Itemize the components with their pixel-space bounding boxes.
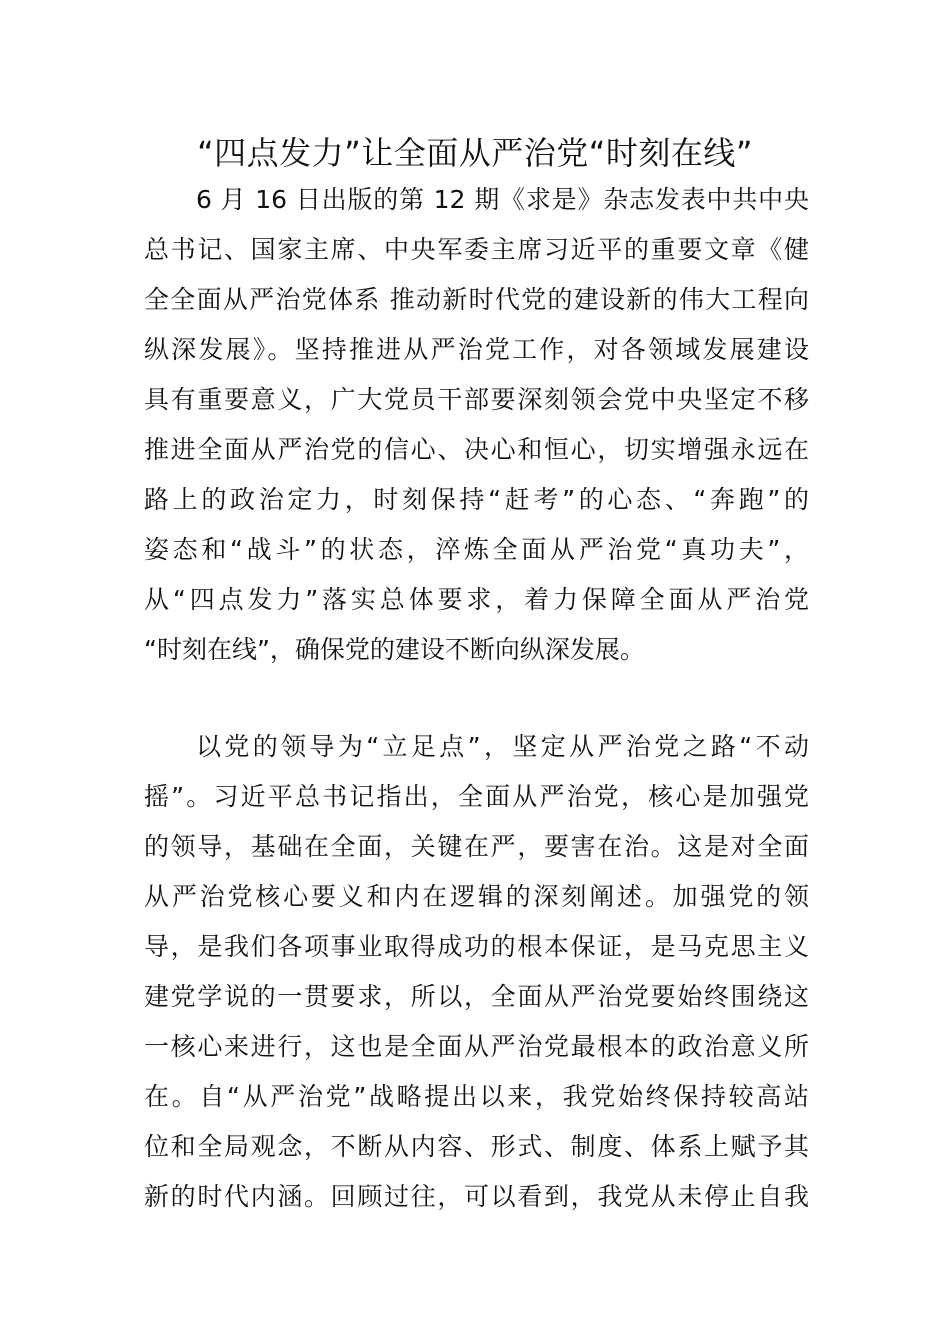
paragraph-line: 6 月 16 日出版的第 12 期《求是》杂志发表中共中央	[196, 185, 809, 214]
paragraph-line: 全全面从严治党体系 推动新时代党的建设新的伟大工程向	[144, 285, 809, 314]
document-title: “四点发力”让全面从严治党“时刻在线”	[197, 134, 753, 172]
paragraph-line: 建党学说的一贯要求，所以，全面从严治党要始终围绕这	[144, 982, 809, 1011]
paragraph-line: 的领导，基础在全面，关键在严，要害在治。这是对全面	[144, 832, 809, 861]
paragraph-line: 总书记、国家主席、中央军委主席习近平的重要文章《健	[144, 235, 809, 264]
paragraph-line: 具有重要意义，广大党员干部要深刻领会党中央坚定不移	[144, 385, 809, 414]
paragraph-line: 推进全面从严治党的信心、决心和恒心，切实增强永远在	[144, 435, 809, 464]
paragraph-line: 导，是我们各项事业取得成功的根本保证，是马克思主义	[144, 932, 809, 961]
paragraph-line: 位和全局观念，不断从内容、形式、制度、体系上赋予其	[144, 1132, 809, 1161]
paragraph-intro	[144, 175, 809, 675]
paragraph-line: 纵深发展》。坚持推进从严治党工作，对各领域发展建设	[144, 335, 809, 364]
paragraph-line: 摇”。习近平总书记指出，全面从严治党，核心是加强党	[144, 782, 809, 811]
paragraph-line: 从严治党核心要义和内在逻辑的深刻阐述。加强党的领	[144, 882, 809, 911]
paragraph-line: 新的时代内涵。回顾过往，可以看到，我党从未停止自我	[144, 1182, 809, 1211]
paragraph-line: 姿态和“战斗”的状态，淬炼全面从严治党“真功夫”，	[144, 535, 809, 564]
paragraph-line: 从“四点发力”落实总体要求，着力保障全面从严治党	[144, 585, 809, 614]
paragraph-party-leadership	[144, 722, 809, 1222]
paragraph-line: 在。自“从严治党”战略提出以来，我党始终保持较高站	[144, 1082, 809, 1111]
paragraph-line: 一核心来进行，这也是全面从严治党最根本的政治意义所	[144, 1032, 809, 1061]
paragraph-line: 路上的政治定力，时刻保持“赶考”的心态、“奔跑”的	[144, 485, 809, 514]
paragraph-line: “时刻在线”，确保党的建设不断向纵深发展。	[144, 635, 645, 664]
paragraph-line: 以党的领导为“立足点”，坚定从严治党之路“不动	[196, 732, 809, 761]
